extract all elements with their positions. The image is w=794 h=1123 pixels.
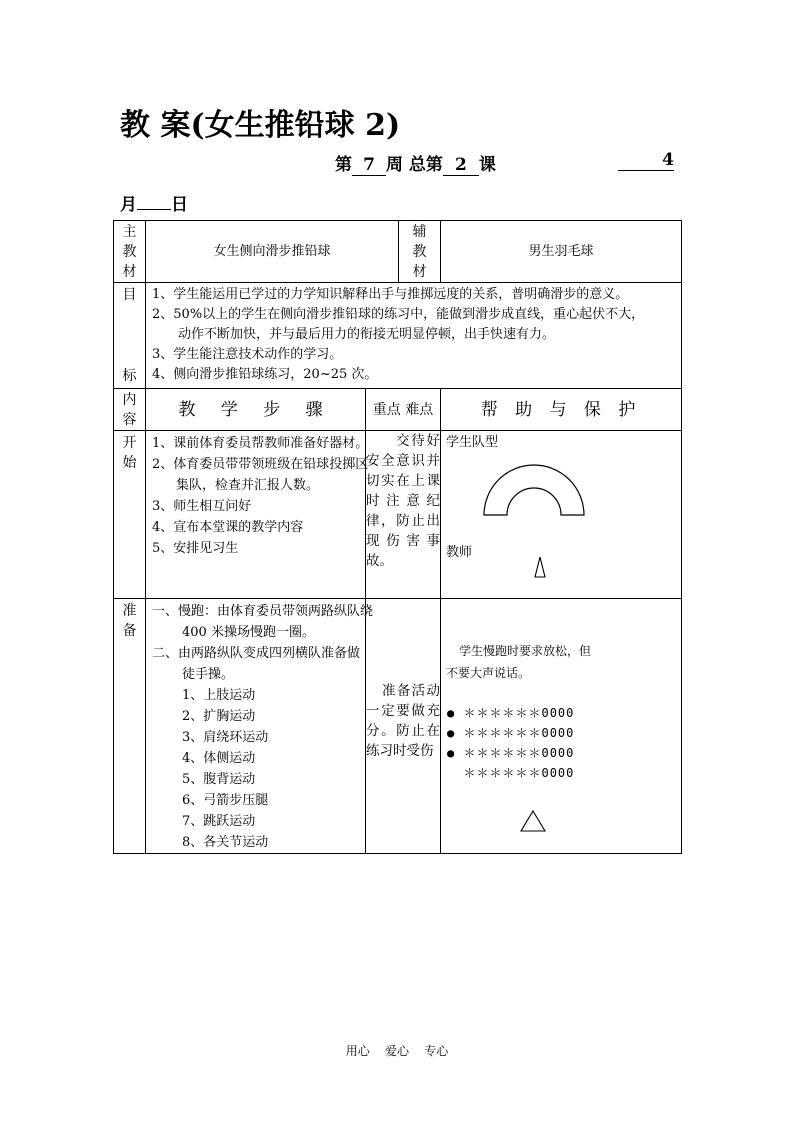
steps-header: 教 学 步 骤	[146, 389, 366, 431]
start-row	[114, 431, 682, 599]
exercise-line: 7、跳跃运动	[182, 814, 256, 829]
main-material-content: 女生侧向滑步推铅球	[146, 221, 399, 283]
exercise-line: 6、弓箭步压腿	[182, 793, 269, 808]
start-steps	[146, 431, 369, 599]
exercise-line: 2、扩胸运动	[182, 709, 256, 724]
goals-label-bottom: 标	[122, 368, 137, 384]
lesson-plan-table	[113, 220, 682, 854]
label-char: 始	[122, 455, 137, 471]
label-char: 备	[122, 623, 137, 639]
goal-line: 2、50%以上的学生在侧向滑步推铅球的练习中，能做到滑步成直线，重心起伏不大，	[152, 307, 645, 322]
step-line: 二、由两路纵队变成四列横队准备做	[152, 646, 361, 661]
step-line: 3、师生相互问好	[152, 499, 252, 514]
formation-label: 学生队型	[446, 435, 499, 450]
week-lesson-line	[335, 150, 496, 176]
formation-rows	[447, 703, 574, 783]
aux-material-label	[399, 221, 441, 283]
label-char: 材	[412, 263, 427, 280]
help-note-1: 学生慢跑时要求放松，但	[459, 644, 592, 658]
exercise-line: 4、体侧运动	[182, 751, 256, 766]
step-line: 一、慢跑：由体育委员带领两路纵队绕	[152, 604, 374, 619]
teacher-triangle-icon	[533, 555, 547, 579]
exercise-line: 5、腹背运动	[182, 772, 256, 787]
prep-row	[114, 599, 682, 854]
step-line: 2、体育委员带带领班级在铅球投掷区	[152, 457, 369, 472]
formation-row: ＊＊＊＊＊＊0000	[447, 766, 575, 780]
goals-content	[146, 283, 682, 389]
goal-line: 4、侧向滑步推铅球练习，20~25 次。	[152, 367, 378, 382]
month-label: 月	[120, 195, 137, 215]
exercise-line: 1、上肢运动	[182, 688, 256, 703]
label-char: 教	[412, 243, 427, 260]
label-char: 辅	[412, 223, 427, 240]
label-char: 容	[122, 411, 137, 428]
week-number: 7	[352, 155, 386, 176]
goal-line: 3、学生能注意技术动作的学习。	[152, 347, 343, 362]
day-label: 日	[171, 195, 188, 215]
step-line: 集队，检查并汇报人数。	[176, 478, 320, 493]
help-header: 帮 助 与 保 护	[441, 389, 682, 431]
exercise-line: 3、肩绕环运动	[182, 730, 269, 745]
date-line	[120, 190, 188, 215]
step-line: 1、课前体育委员帮教师准备好器材。	[152, 436, 369, 451]
label-char: 准	[122, 603, 137, 619]
semicircle-formation-icon	[481, 457, 587, 517]
teacher-label: 教师	[446, 545, 473, 560]
exercise-line: 8、各关节运动	[182, 835, 269, 850]
start-label	[114, 431, 146, 599]
content-header-row	[114, 389, 682, 431]
day-blank	[137, 209, 171, 210]
prep-keypoints: 准备活动一定要做充分。防止在练习时受伤	[366, 599, 441, 854]
prep-help	[441, 599, 682, 854]
formation-row: ● ＊＊＊＊＊＊0000	[447, 726, 575, 740]
prep-steps	[146, 599, 374, 854]
label-char: 材	[122, 263, 137, 280]
lesson-suffix: 课	[478, 155, 496, 175]
lesson-number: 2	[443, 155, 479, 176]
start-keypoints: 交待好安全意识并切实在上课时注意纪律，防止出现伤害事故。	[366, 431, 441, 599]
main-material-label	[114, 221, 146, 283]
goals-row	[114, 283, 682, 389]
start-help	[441, 431, 682, 599]
month-number: 4	[618, 150, 674, 171]
page-footer: 用心 爱心 专心	[345, 1044, 449, 1058]
teacher-triangle-icon	[519, 809, 547, 833]
content-label	[114, 389, 146, 431]
step-line: 4、宣布本堂课的教学内容	[152, 520, 304, 535]
formation-row: ● ＊＊＊＊＊＊0000	[447, 746, 575, 760]
step-line: 徒手操。	[182, 667, 235, 682]
keypoints-header: 重点 难点	[366, 389, 441, 431]
label-char: 教	[122, 243, 137, 260]
label-char: 主	[122, 223, 137, 240]
step-line: 400 米操场慢跑一圈。	[182, 625, 315, 640]
label-char: 内	[122, 391, 137, 408]
prep-label	[114, 599, 146, 854]
goals-label	[114, 283, 146, 389]
help-note-2: 不要大声说话。	[446, 666, 531, 680]
step-line: 5、安排见习生	[152, 541, 239, 556]
main-material-row	[114, 221, 682, 283]
page-title: 教 案(女生推铅球 2)	[120, 108, 401, 143]
aux-material-content: 男生羽毛球	[441, 221, 682, 283]
goals-label-top: 目	[122, 287, 137, 303]
goal-line: 1、学生能运用已学过的力学知识解释出手与推掷远度的关系，普明确滑步的意义。	[152, 287, 629, 302]
formation-row: ● ＊＊＊＊＊＊0000	[447, 706, 575, 720]
week-suffix: 周 总第	[386, 155, 443, 175]
week-prefix: 第	[335, 155, 352, 175]
label-char: 开	[122, 435, 137, 451]
goal-line: 动作不断加快，并与最后用力的衔接无明显停顿，出手快速有力。	[178, 327, 556, 342]
